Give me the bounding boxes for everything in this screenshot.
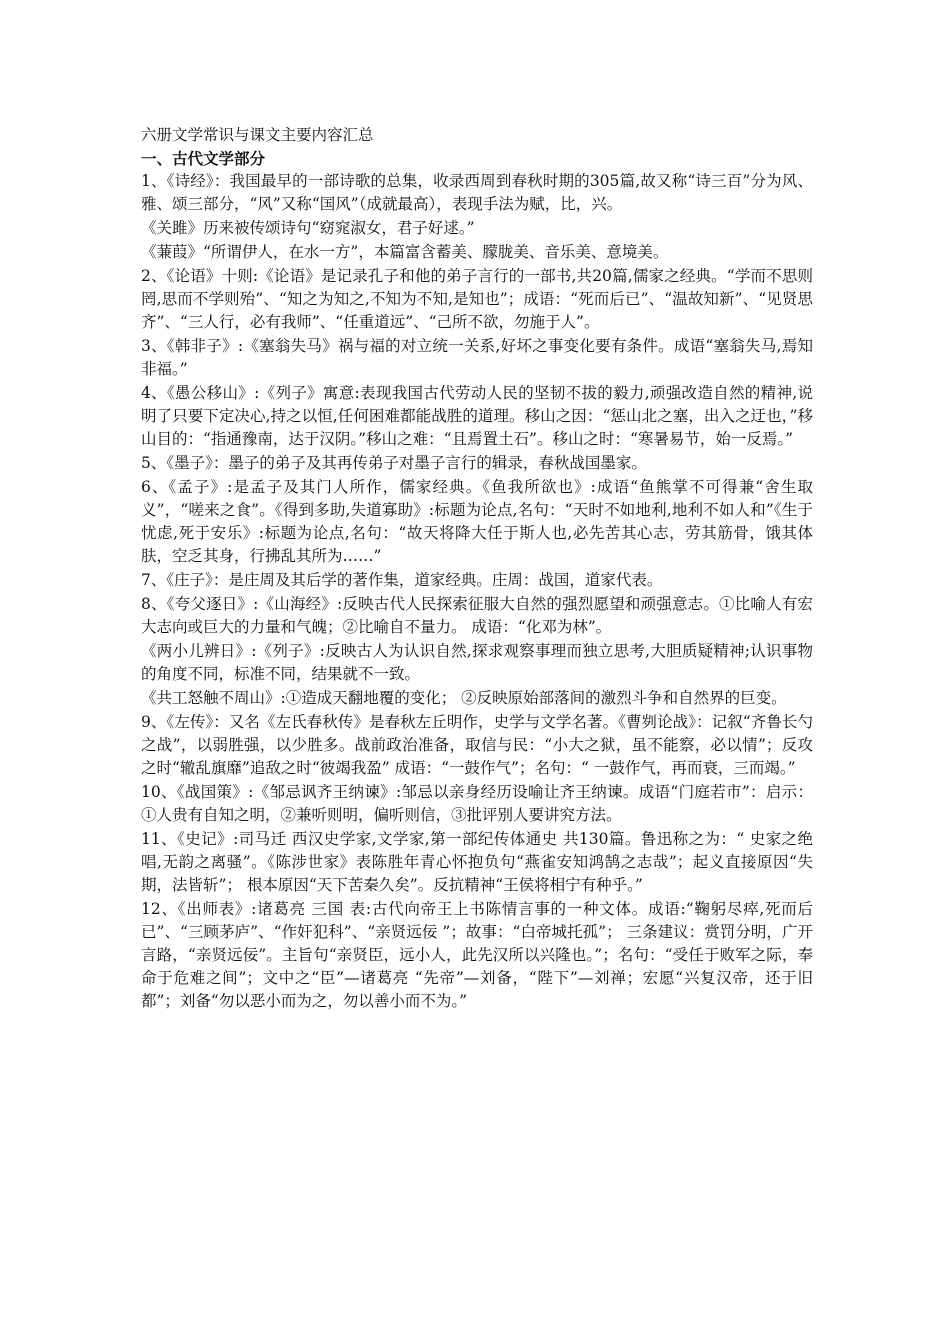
paragraph-guanju: 《关雎》历来被传颂诗句“窈窕淑女，君子好逑。” (141, 219, 475, 237)
paragraph-chushibiao: 12、《出师表》:诸葛亮 三国 表:古代向帝王上书陈情言事的一种文体。成语:“鞠躬尽瘁,死而后已”、“三顾茅庐”、“作奸犯科”、“亲贤远佞 ”；故事：“白帝城托孤”； 三条建议：赏罚分明，广开言路，“亲贤远佞”。主旨句“亲贤臣，远小人，此先汉所以兴隆也。”；名句：“受任于败军之际，奉命于危难之间”；文中之“臣”—诸葛亮 “先帝”—刘备，“陛下”—刘禅；宏愿“兴复汉帝，还于旧都”；刘备“勿以恶小而为之，勿以善小而不为。” (141, 900, 813, 1010)
paragraph-zhuangzi: 7、《庄子》：是庄周及其后学的著作集，道家经典。庄周：战国，道家代表。 (141, 571, 663, 589)
document-title: 六册文学常识与课文主要内容汇总 (141, 126, 374, 144)
document-page (141, 124, 813, 1014)
paragraph-jianjia: 《蒹葭》“所谓伊人，在水一方”，本篇富含蓄美、朦胧美、音乐美、意境美。 (141, 243, 669, 261)
paragraph-zhanguoce: 10、《战国策》:《邹忌讽齐王纳谏》:邹忌以亲身经历设喻让齐王纳谏。成语“门庭若市”：启示：①人贵有自知之明，②兼听则明，偏听则信，③批评别人要讲究方法。 (141, 783, 813, 824)
paragraph-liangxiaoer: 《两小儿辨日》:《列子》:反映古人为认识自然,探求观察事理而独立思考,大胆质疑精神;认识事物的角度不同，标准不同，结果就不一致。 (141, 642, 813, 683)
paragraph-hanfeizi: 3、《韩非子》:《塞翁失马》祸与福的对立统一关系,好坏之事变化要有条件。成语“塞翁失马,焉知非福。” (141, 337, 813, 378)
paragraph-mozi: 5、《墨子》：墨子的弟子及其再传弟子对墨子言行的辑录，春秋战国墨家。 (141, 454, 647, 472)
paragraph-gonggong: 《共工怒触不周山》:①造成天翻地覆的变化； ②反映原始部落间的激烈斗争和自然界的巨变。 (141, 689, 787, 707)
paragraph-shijing: 1、《诗经》：我国最早的一部诗歌的总集，收录西周到春秋时期的305篇,故又称“诗三百”分为风、雅、颂三部分，“风”又称“国风”（成就最高），表现手法为赋，比，兴。 (141, 172, 813, 213)
section-heading: 一、古代文学部分 (141, 149, 266, 168)
paragraph-zuozhuan: 9、《左传》：又名《左氏春秋传》是春秋左丘明作，史学与文学名著。《曹刿论战》：记叙“齐鲁长勺之战”，以弱胜强，以少胜多。战前政治准备，取信与民：“小大之狱，虽不能察，必以情”；反攻之时“辙乱旗靡”追敌之时“彼竭我盈” 成语：“一鼓作气”；名句：“ 一鼓作气，再而衰，三而竭。” (141, 713, 813, 777)
paragraph-lunyu: 2、《论语》十则:《论语》是记录孔子和他的弟子言行的一部书,共20篇,儒家之经典。“学而不思则罔,思而不学则殆”、“知之为知之,不知为不知,是知也”；成语：“死而后已”、“温故知新”、“见贤思齐”、“三人行，必有我师”、“任重道远”、“己所不欲，勿施于人”。 (141, 267, 813, 331)
paragraph-mengzi: 6、《孟子》:是孟子及其门人所作，儒家经典。《鱼我所欲也》:成语“鱼熊掌不可得兼“舍生取义”，“嗟来之食”。《得到多助,失道寡助》:标题为论点,名句：“天时不如地利,地利不如人和”《生于忧虑,死于安乐》:标题为论点,名句：“故天将降大任于斯人也,必先苦其心志，劳其筋骨，饿其体肤，空乏其身，行拂乱其所为……” (141, 478, 813, 565)
paragraph-yugong: 4、《愚公移山》:《列子》寓意:表现我国古代劳动人民的坚韧不拔的毅力,顽强改造自然的精神,说明了只要下定决心,持之以恒,任何困难都能战胜的道理。移山之因：“惩山北之塞，出入之迂也，”移山目的：“指通豫南，达于汉阴。”移山之难：“且焉置土石”。移山之时：“寒暑易节，始一反焉。” (141, 384, 813, 448)
paragraph-shiji: 11、《史记》:司马迁 西汉史学家,文学家,第一部纪传体通史 共130篇。鲁迅称之为：“ 史家之绝唱,无韵之离骚”。《陈涉世家》表陈胜年青心怀抱负句“燕雀安知鸿鹄之志哉”；起义直接原因“失期，法皆斩”； 根本原因“天下苦秦久矣”。反抗精神“王侯将相宁有种乎。” (141, 830, 813, 894)
paragraph-kuafu: 8、《夸父逐日》:《山海经》:反映古代人民探索征服大自然的强烈愿望和顽强意志。①比喻人有宏大志向或巨大的力量和气魄；②比喻自不量力。 成语：“化邓为林”。 (141, 595, 813, 636)
